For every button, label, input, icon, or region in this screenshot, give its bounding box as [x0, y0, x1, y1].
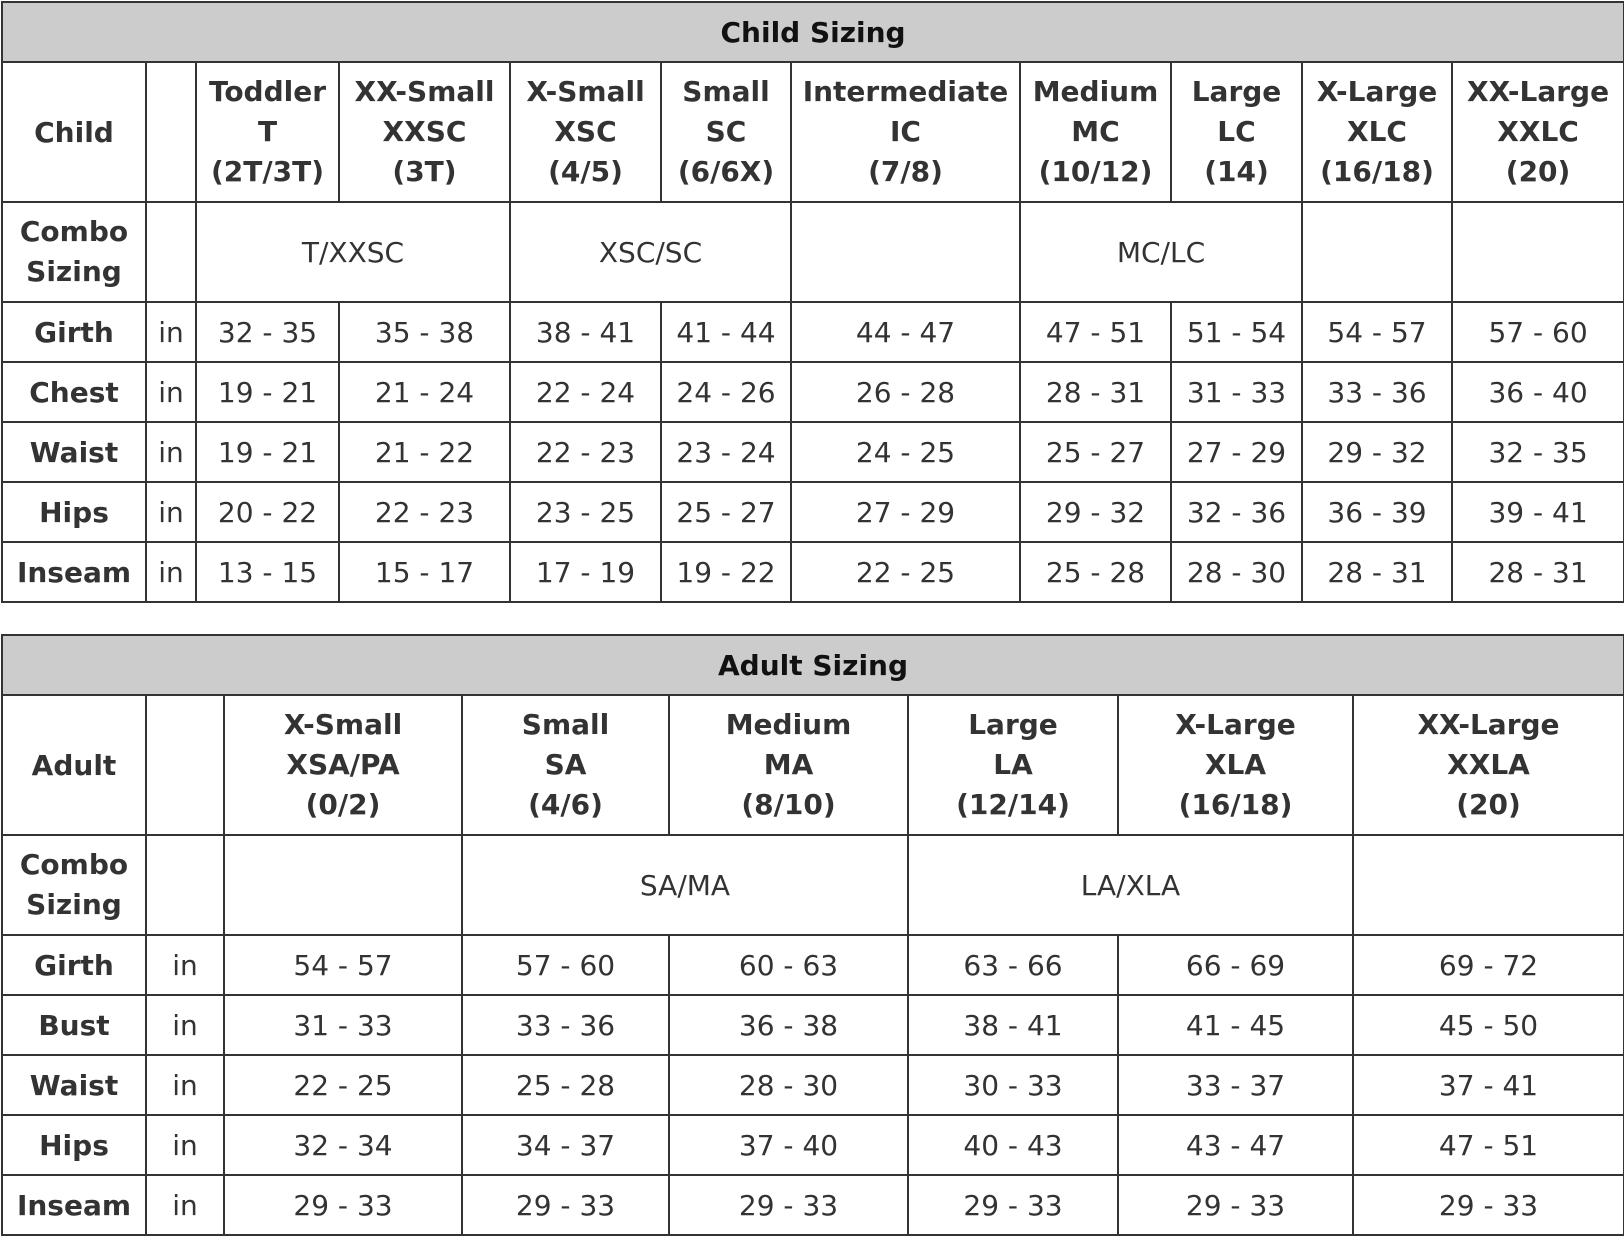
measurement-label: Inseam [2, 542, 146, 602]
size-column-header: Small SA (4/6) [462, 695, 669, 835]
measurement-value: 57 - 60 [1452, 302, 1624, 362]
measurement-label: Waist [2, 1055, 146, 1115]
measurement-value: 19 - 21 [196, 362, 339, 422]
size-column-header: Medium MC (10/12) [1020, 62, 1171, 202]
measurement-value: 28 - 30 [669, 1055, 908, 1115]
measurement-row [2, 302, 1624, 362]
measurement-value: 29 - 33 [224, 1175, 462, 1235]
measurement-value: 24 - 25 [791, 422, 1020, 482]
measurement-value: 31 - 33 [1171, 362, 1302, 422]
size-column-header: X-Small XSC (4/5) [510, 62, 661, 202]
measurement-value: 29 - 33 [462, 1175, 669, 1235]
measurement-label: Hips [2, 482, 146, 542]
combo-group-cell: SA/MA [462, 835, 908, 935]
measurement-row [2, 1055, 1624, 1115]
combo-group-cell [1452, 202, 1624, 302]
combo-unit-cell [146, 202, 196, 302]
measurement-value: 47 - 51 [1353, 1115, 1624, 1175]
measurement-value: 36 - 38 [669, 995, 908, 1055]
measurement-value: 28 - 30 [1171, 542, 1302, 602]
measurement-value: 32 - 35 [196, 302, 339, 362]
unit-cell: in [146, 542, 196, 602]
measurement-value: 22 - 25 [224, 1055, 462, 1115]
combo-group-cell: LA/XLA [908, 835, 1353, 935]
unit-cell: in [146, 1055, 224, 1115]
measurement-value: 45 - 50 [1353, 995, 1624, 1055]
size-column-header: X-Large XLA (16/18) [1118, 695, 1353, 835]
measurement-value: 33 - 37 [1118, 1055, 1353, 1115]
adult-table-title: Adult Sizing [2, 635, 1624, 695]
size-column-header: XX-Large XXLC (20) [1452, 62, 1624, 202]
measurement-value: 36 - 40 [1452, 362, 1624, 422]
measurement-value: 30 - 33 [908, 1055, 1118, 1115]
measurement-row [2, 1175, 1624, 1235]
unit-cell: in [146, 302, 196, 362]
measurement-value: 37 - 40 [669, 1115, 908, 1175]
size-column-header: X-Large XLC (16/18) [1302, 62, 1452, 202]
measurement-value: 40 - 43 [908, 1115, 1118, 1175]
measurement-label: Girth [2, 302, 146, 362]
measurement-value: 39 - 41 [1452, 482, 1624, 542]
measurement-value: 54 - 57 [224, 935, 462, 995]
measurement-value: 38 - 41 [908, 995, 1118, 1055]
measurement-value: 63 - 66 [908, 935, 1118, 995]
measurement-value: 34 - 37 [462, 1115, 669, 1175]
measurement-value: 29 - 33 [669, 1175, 908, 1235]
measurement-value: 23 - 24 [661, 422, 791, 482]
combo-group-cell [224, 835, 462, 935]
combo-unit-cell [146, 835, 224, 935]
measurement-label: Waist [2, 422, 146, 482]
size-column-header: XX-Small XXSC (3T) [339, 62, 510, 202]
unit-cell: in [146, 482, 196, 542]
size-column-header: Toddler T (2T/3T) [196, 62, 339, 202]
measurement-value: 19 - 22 [661, 542, 791, 602]
adult-sizing-table [1, 634, 1624, 1236]
measurement-value: 28 - 31 [1452, 542, 1624, 602]
measurement-value: 29 - 32 [1020, 482, 1171, 542]
measurement-value: 47 - 51 [1020, 302, 1171, 362]
measurement-value: 25 - 27 [661, 482, 791, 542]
measurement-value: 44 - 47 [791, 302, 1020, 362]
combo-group-cell: XSC/SC [510, 202, 791, 302]
measurement-value: 28 - 31 [1302, 542, 1452, 602]
unit-cell: in [146, 995, 224, 1055]
measurement-label: Bust [2, 995, 146, 1055]
unit-cell: in [146, 422, 196, 482]
size-column-header: Intermediate IC (7/8) [791, 62, 1020, 202]
measurement-value: 25 - 27 [1020, 422, 1171, 482]
measurement-value: 54 - 57 [1302, 302, 1452, 362]
measurement-value: 35 - 38 [339, 302, 510, 362]
size-column-header: Large LC (14) [1171, 62, 1302, 202]
measurement-label: Hips [2, 1115, 146, 1175]
measurement-label: Inseam [2, 1175, 146, 1235]
measurement-value: 33 - 36 [1302, 362, 1452, 422]
measurement-row [2, 995, 1624, 1055]
size-column-header: Medium MA (8/10) [669, 695, 908, 835]
unit-cell: in [146, 1115, 224, 1175]
child-sizing-table [1, 1, 1624, 603]
measurement-value: 31 - 33 [224, 995, 462, 1055]
measurement-value: 29 - 32 [1302, 422, 1452, 482]
measurement-row [2, 935, 1624, 995]
measurement-label: Chest [2, 362, 146, 422]
measurement-value: 22 - 23 [339, 482, 510, 542]
measurement-value: 20 - 22 [196, 482, 339, 542]
combo-group-cell: T/XXSC [196, 202, 510, 302]
measurement-value: 69 - 72 [1353, 935, 1624, 995]
child-table-title: Child Sizing [2, 2, 1624, 62]
measurement-value: 22 - 25 [791, 542, 1020, 602]
measurement-row [2, 422, 1624, 482]
measurement-value: 19 - 21 [196, 422, 339, 482]
measurement-value: 36 - 39 [1302, 482, 1452, 542]
unit-cell: in [146, 935, 224, 995]
measurement-value: 29 - 33 [908, 1175, 1118, 1235]
measurement-value: 21 - 22 [339, 422, 510, 482]
measurement-value: 26 - 28 [791, 362, 1020, 422]
measurement-value: 51 - 54 [1171, 302, 1302, 362]
size-column-header: Large LA (12/14) [908, 695, 1118, 835]
measurement-value: 25 - 28 [1020, 542, 1171, 602]
measurement-value: 13 - 15 [196, 542, 339, 602]
unit-cell: in [146, 1175, 224, 1235]
measurement-value: 22 - 24 [510, 362, 661, 422]
measurement-row [2, 362, 1624, 422]
size-column-header: XX-Large XXLA (20) [1353, 695, 1624, 835]
measurement-value: 29 - 33 [1118, 1175, 1353, 1235]
measurement-value: 43 - 47 [1118, 1115, 1353, 1175]
measurement-value: 57 - 60 [462, 935, 669, 995]
measurement-value: 66 - 69 [1118, 935, 1353, 995]
measurement-value: 60 - 63 [669, 935, 908, 995]
measurement-value: 28 - 31 [1020, 362, 1171, 422]
measurement-value: 38 - 41 [510, 302, 661, 362]
measurement-row [2, 1115, 1624, 1175]
measurement-value: 37 - 41 [1353, 1055, 1624, 1115]
unit-cell: in [146, 362, 196, 422]
unit-header-cell [146, 695, 224, 835]
measurement-value: 21 - 24 [339, 362, 510, 422]
combo-group-cell: MC/LC [1020, 202, 1302, 302]
combo-sizing-label: Combo Sizing [2, 202, 146, 302]
measurement-value: 25 - 28 [462, 1055, 669, 1115]
combo-group-cell [1302, 202, 1452, 302]
combo-group-cell [1353, 835, 1624, 935]
measurement-value: 41 - 44 [661, 302, 791, 362]
size-column-header: X-Small XSA/PA (0/2) [224, 695, 462, 835]
measurement-value: 22 - 23 [510, 422, 661, 482]
measurement-value: 15 - 17 [339, 542, 510, 602]
measurement-value: 32 - 34 [224, 1115, 462, 1175]
measurement-label: Girth [2, 935, 146, 995]
size-column-header: Small SC (6/6X) [661, 62, 791, 202]
measurement-value: 32 - 36 [1171, 482, 1302, 542]
measurement-value: 33 - 36 [462, 995, 669, 1055]
measurement-value: 32 - 35 [1452, 422, 1624, 482]
unit-header-cell [146, 62, 196, 202]
measurement-value: 17 - 19 [510, 542, 661, 602]
measurement-value: 24 - 26 [661, 362, 791, 422]
adult-corner-label: Adult [2, 695, 146, 835]
measurement-row [2, 542, 1624, 602]
measurement-value: 29 - 33 [1353, 1175, 1624, 1235]
combo-sizing-label: Combo Sizing [2, 835, 146, 935]
measurement-value: 27 - 29 [791, 482, 1020, 542]
measurement-row [2, 482, 1624, 542]
combo-group-cell [791, 202, 1020, 302]
measurement-value: 23 - 25 [510, 482, 661, 542]
child-corner-label: Child [2, 62, 146, 202]
measurement-value: 27 - 29 [1171, 422, 1302, 482]
measurement-value: 41 - 45 [1118, 995, 1353, 1055]
